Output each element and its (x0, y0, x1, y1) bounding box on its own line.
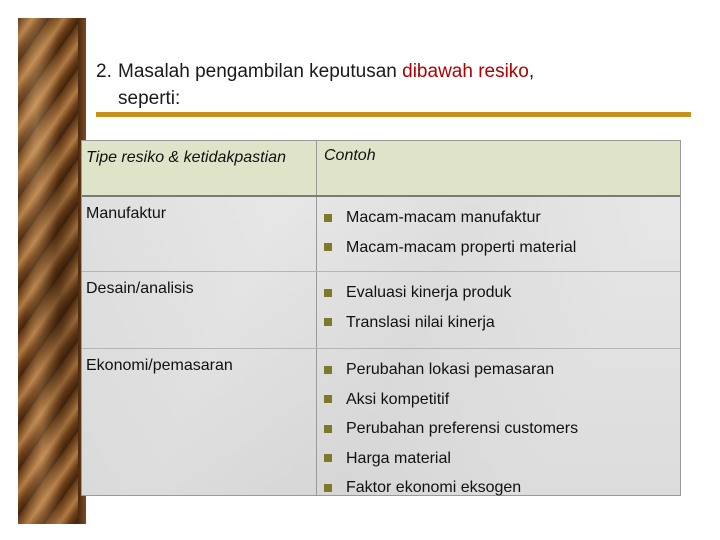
list-item (324, 385, 674, 415)
square-bullet-icon (324, 366, 332, 374)
risk-type-cell: Manufaktur (86, 205, 167, 222)
square-bullet-icon (324, 214, 332, 222)
list-item (324, 355, 674, 385)
title-underline-rule (96, 112, 691, 117)
square-bullet-icon (324, 289, 332, 297)
square-bullet-icon (324, 395, 332, 403)
header-example: Contoh (324, 147, 376, 164)
column-divider (316, 197, 317, 271)
list-item-text: Aksi kompetitif (346, 390, 450, 408)
example-list (324, 278, 674, 337)
list-item-text: Macam-macam properti material (346, 238, 577, 256)
list-item (324, 233, 674, 263)
square-bullet-icon (324, 318, 332, 326)
example-list (324, 203, 674, 262)
risk-type-cell: Desain/analisis (86, 280, 194, 297)
column-divider (316, 349, 317, 495)
example-cell (324, 355, 674, 503)
square-bullet-icon (324, 484, 332, 492)
column-divider (316, 272, 317, 348)
list-item-text: Faktor ekonomi eksogen (346, 479, 522, 497)
slide-title (96, 58, 696, 112)
list-item (324, 414, 674, 444)
list-item-text: Macam-macam manufaktur (346, 209, 541, 227)
list-item (324, 278, 674, 308)
list-item (324, 444, 674, 474)
risk-table (81, 140, 681, 496)
square-bullet-icon (324, 425, 332, 433)
title-line2: seperti: (118, 88, 181, 109)
list-item (324, 473, 674, 503)
table-header-row (82, 141, 680, 197)
table-row (82, 272, 680, 349)
table-row (82, 349, 680, 495)
example-cell (324, 278, 674, 337)
title-comma: , (528, 61, 535, 82)
square-bullet-icon (324, 243, 332, 251)
list-item (324, 203, 674, 233)
list-item-text: Translasi nilai kinerja (346, 313, 495, 331)
square-bullet-icon (324, 454, 332, 462)
column-divider (316, 141, 317, 195)
title-number: 2. (96, 61, 112, 82)
wood-texture-strip (18, 18, 78, 524)
table-row (82, 197, 680, 272)
list-item-text: Perubahan lokasi pemasaran (346, 361, 555, 379)
list-item (324, 308, 674, 338)
header-risk-type: Tipe resiko & ketidakpastian (86, 149, 286, 166)
title-highlight: dibawah resiko (402, 61, 529, 82)
risk-type-cell: Ekonomi/pemasaran (86, 357, 233, 374)
list-item-text: Harga material (346, 449, 451, 467)
example-cell (324, 203, 674, 262)
list-item-text: Perubahan preferensi customers (346, 420, 579, 438)
example-list (324, 355, 674, 503)
title-text: Masalah pengambilan keputusan (118, 61, 397, 82)
list-item-text: Evaluasi kinerja produk (346, 284, 512, 302)
